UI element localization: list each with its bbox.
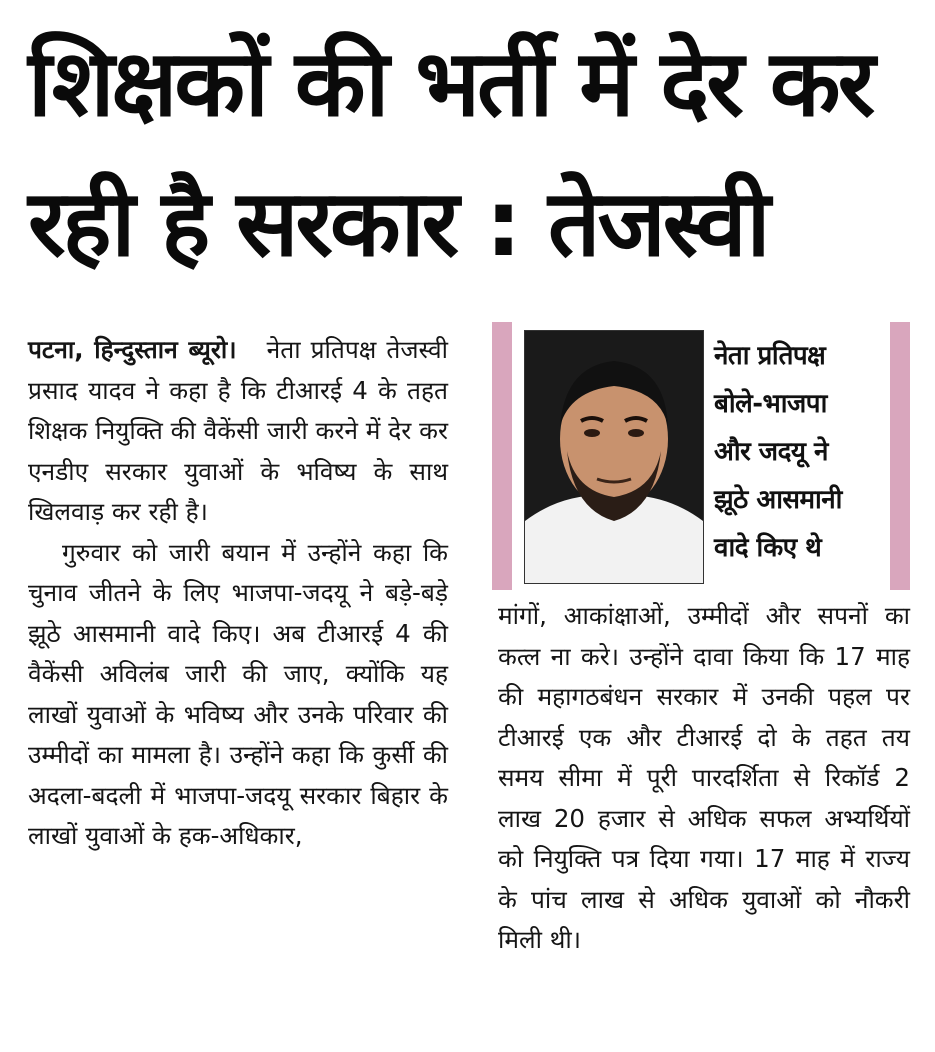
portrait-image	[525, 331, 703, 583]
accent-bar-right	[890, 322, 910, 590]
pullquote-line-1: नेता प्रतिपक्ष	[714, 341, 826, 371]
pullquote-text	[714, 332, 884, 572]
pullquote-line-2: बोले-भाजपा	[714, 389, 827, 419]
pullquote-line-3: और जदयू ने	[714, 437, 828, 467]
paragraph-1-text: नेता प्रतिपक्ष तेजस्वी प्रसाद यादव ने कहा है कि टीआरई 4 के तहत शिक्षक नियुक्ति की वैकेंसी जारी करने में देर कर एनडीए सरकार युवाओं के भविष्य के साथ खिलवाड़ कर रही है।	[28, 335, 448, 526]
headline-line-1: शिक्षकों की भर्ती में देर कर	[28, 30, 873, 137]
article-column-left	[28, 330, 448, 857]
headline-line-2: रही है सरकार : तेजस्वी	[28, 170, 768, 277]
article-paragraph-1	[28, 330, 448, 533]
pullquote-line-4: झूठे आसमानी	[714, 485, 842, 515]
pullquote-line-5: वादे किए थे	[714, 533, 822, 563]
pullquote-box	[492, 322, 910, 590]
politician-photo	[524, 330, 704, 584]
article-paragraph-3: मांगों, आकांक्षाओं, उम्मीदों और सपनों का कत्ल ना करे। उन्होंने दावा किया कि 17 माह की महागठबंधन सरकार में उनकी पहल पर टीआरई एक और टीआरई दो के तहत तय समय सीमा में पूरी पारदर्शिता से रिकॉर्ड 2 लाख 20 हजार से अधिक सफल अभ्यर्थियों को नियुक्ति पत्र दिया गया। 17 माह में राज्य के पांच लाख से अधिक युवाओं को नौकरी मिली थी।	[498, 601, 910, 954]
headline	[28, 14, 918, 294]
article-paragraph-2: गुरुवार को जारी बयान में उन्होंने कहा कि चुनाव जीतने के लिए भाजपा-जदयू ने बड़े-बड़े झूठे आसमानी वादे किए। अब टीआरई 4 की वैकेंसी अविलंब जारी की जाए, क्योंकि यह लाखों युवाओं के भविष्य और उनके परिवार की उम्मीदों का मामला है। उन्होंने कहा कि कुर्सी की अदला-बदली में भाजपा-जदयू सरकार बिहार के लाखों युवाओं के हक-अधिकार,	[28, 537, 448, 850]
article-column-right	[498, 596, 910, 961]
accent-bar-left	[492, 322, 512, 590]
dateline: पटना, हिन्दुस्तान ब्यूरो।	[28, 335, 237, 364]
